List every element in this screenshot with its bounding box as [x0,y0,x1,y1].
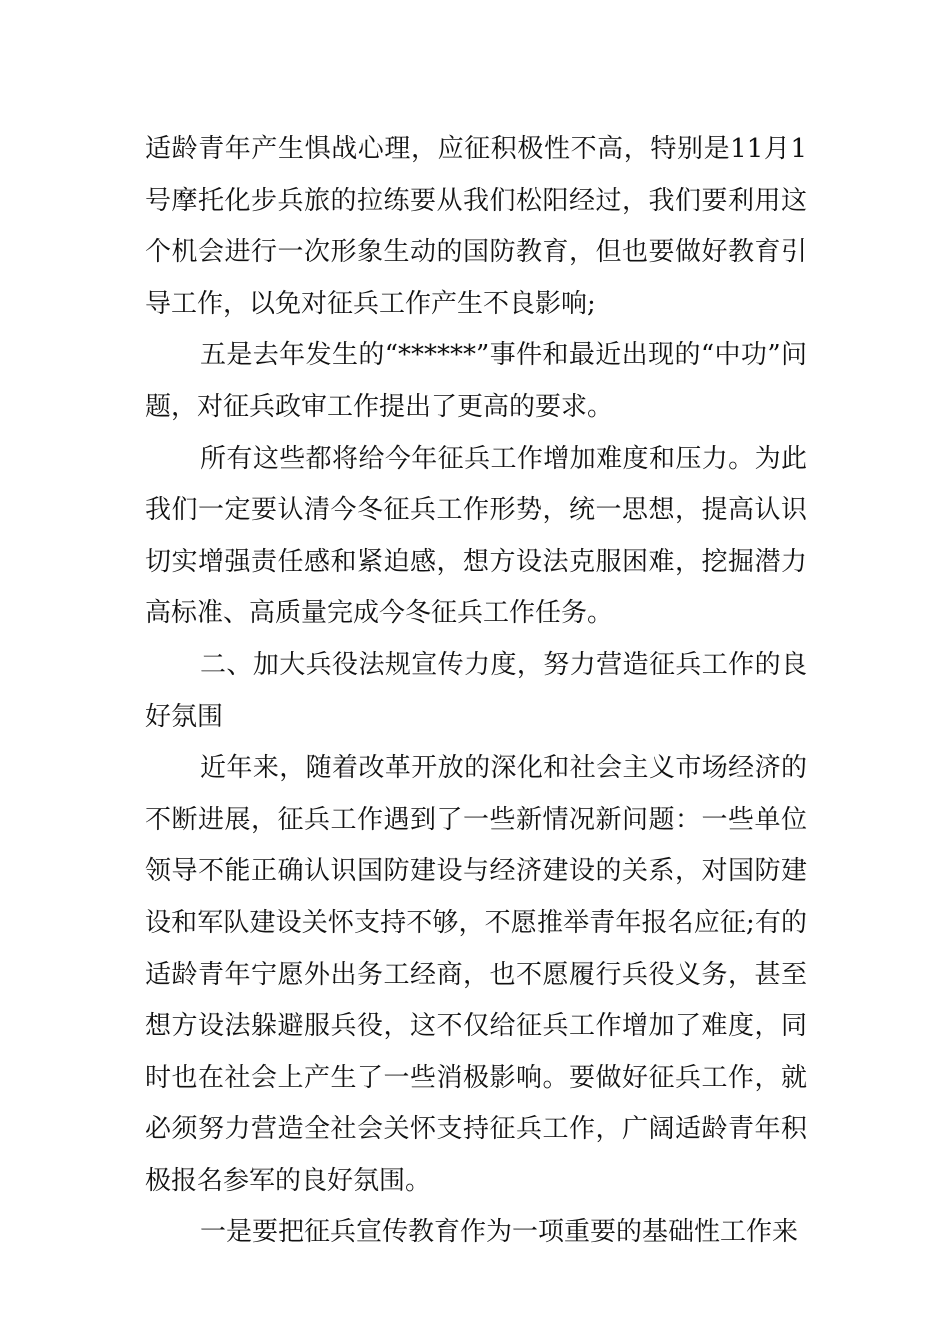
paragraph-5: 近年来，随着改革开放的深化和社会主义市场经济的不断进展，征兵工作遇到了一些新情况新问题：一些单位领导不能正确认识国防建设与经济建设的关系，对国防建设和军队建设关怀支持不够，不愿推举青年报名应征;有的适龄青年宁愿外出务工经商，也不愿履行兵役义务，甚至想方设法躲避服兵役，这不仅给征兵工作增加了难度，同时也在社会上产生了一些消极影响。要做好征兵工作，就必须努力营造全社会关怀支持征兵工作，广阔适龄青年积极报名参军的良好氛围。 [145,753,807,1196]
paragraph-6: 一是要把征兵宣传教育作为一项重要的基础性工作来 [200,1217,799,1248]
document-body [145,124,807,1259]
section-heading: 二、加大兵役法规宣传力度，努力营造征兵工作的良好氛围 [145,649,807,732]
paragraph-3: 所有这些都将给今年征兵工作增加难度和压力。为此我们一定要认清今冬征兵工作形势，统一思想，提高认识切实增强责任感和紧迫感，想方设法克服困难，挖掘潜力高标准、高质量完成今冬征兵工作任务。 [145,443,807,629]
paragraph-1: 适龄青年产生惧战心理，应征积极性不高，特别是11月1号摩托化步兵旅的拉练要从我们松阳经过，我们要利用这个机会进行一次形象生动的国防教育，但也要做好教育引导工作，以免对征兵工作产生不良影响; [145,134,807,319]
paragraph-2: 五是去年发生的“******”事件和最近出现的“中功”问题，对征兵政审工作提出了更高的要求。 [145,340,807,422]
